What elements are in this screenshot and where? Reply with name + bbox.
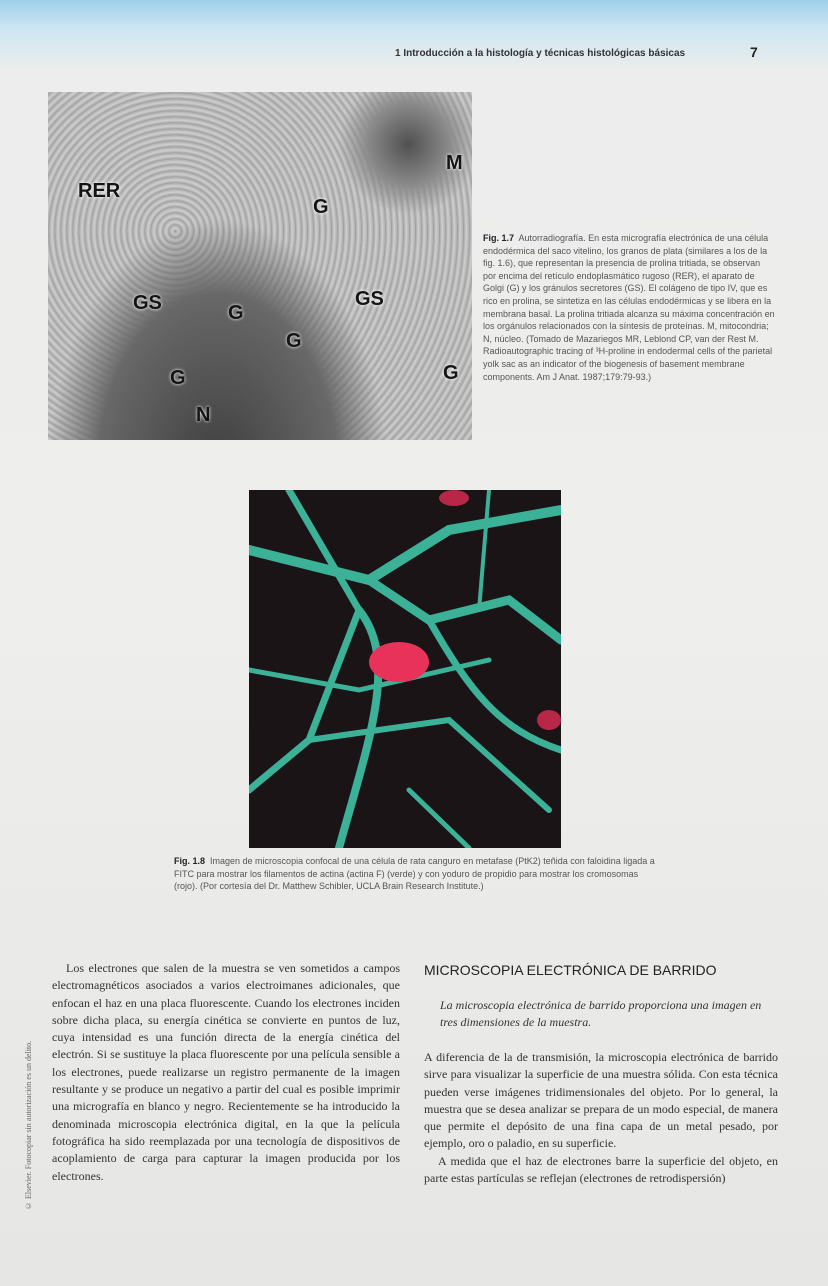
section-heading: MICROSCOPIA ELECTRÓNICA DE BARRIDO <box>424 962 717 978</box>
paragraph: A medida que el haz de electrones barre la superficie del objeto, en parte estas partículas se reflejan (electrones de retrodispersión) <box>424 1153 778 1186</box>
micro-label: M <box>446 152 463 174</box>
chromosomes <box>369 642 429 682</box>
micro-label: RER <box>78 180 121 202</box>
caption-text: Autorradiografía. En esta micrografía electrónica de una célula endodérmica del saco vitelino, los granos de plata (similares a los de la fig. 1.6), que representan la presencia de prolina tritiada, se observan por encima del retículo endoplasmático rugoso (RER), el aparato de Golgi (G) y los gránulos secretores (GS). El colágeno de tipo IV, que es rico en prolina, se sintetiza en las células endodérmicas y se libera en la membrana basal. La prolina tritiada alcanza su máxima concentración en los orgánulos relacionados con la síntesis de proteínas. M, mitocondria; N, núcleo. (Tomado de Mazariegos MR, Leblond CP, van der Rest M. Radioautographic tracing of ³H-proline in endodermal cells of the parietal yolk sac as an indicator of the biogenesis of basement membrane components. Am J Anat. 1987;179:79-93.) <box>483 233 775 382</box>
micro-label: G <box>443 362 459 384</box>
micro-label: GS <box>133 292 162 314</box>
micro-label: GS <box>355 288 384 310</box>
copyright-note: © Elsevier. Fotocopiar sin autorización es un delito. <box>24 1040 33 1210</box>
micro-label: N <box>196 404 211 426</box>
fluorescence-picture <box>249 490 561 848</box>
figure-1-7-caption <box>483 232 775 383</box>
confocal-image <box>249 490 561 848</box>
running-header: 1 Introducción a la histología y técnicas histológicas básicas <box>395 48 686 59</box>
right-column-text <box>424 1049 778 1187</box>
page-number: 7 <box>750 44 758 60</box>
micro-label: G <box>313 196 329 218</box>
micro-label: G <box>170 367 186 389</box>
caption-text: Imagen de microscopia confocal de una célula de rata canguro en metafase (PtK2) teñida con faloidina ligada a FITC para mostrar los filamentos de actina (actina F) (verde) y con yoduro de propidio para mostrar los cromosomas (rojo). (Por cortesía del Dr. Matthew Schibler, UCLA Brain Research Institute.) <box>174 856 655 892</box>
micro-label: G <box>286 330 302 352</box>
figure-label: Fig. 1.7 <box>483 233 515 243</box>
micro-label: G <box>228 302 244 324</box>
left-column-text: Los electrones que salen de la muestra se ven sometidos a campos electromagnéticos asociados a varios electroimanes adicionales, que enfocan el haz en una placa fluorescente. Cuando los electrones inciden sobre dicha placa, su energía cinética se convierte en puntos de luz, cuya intensidad es una función directa de la energía cinética del electrón. Si se sustituye la placa fluorescente por una película sensible a los electrones, puede realizarse un registro permanente de la imagen resultante y se produce un negativo a partir del cual es posible imprimir una micrografía en blanco y negro. Recientemente se ha introducido la denominada microscopia electrónica digital, en la que la película fotográfica ha sido reemplazada por una tecnología de dispositivos de acoplamiento de carga para capturar la imagen producida por los electrones. <box>52 961 400 1183</box>
figure-label: Fig. 1.8 <box>174 856 206 866</box>
electron-micrograph <box>48 92 472 440</box>
paragraph: A diferencia de la de transmisión, la microscopia electrónica de barrido sirve para visualizar la superficie de una muestra sólida. Con esta técnica pueden verse imágenes tridimensionales del objeto. Por lo general, la muestra que se desea analizar se prepara de un modo especial, de manera que permite el depósito de una fina capa de un metal pesado, por ejemplo, oro o paladio, en su superficie. <box>424 1050 778 1151</box>
section-lead: La microscopia electrónica de barrido proporciona una imagen en tres dimensiones de la muestra. <box>440 998 762 1029</box>
figure-1-8-caption <box>174 855 664 893</box>
